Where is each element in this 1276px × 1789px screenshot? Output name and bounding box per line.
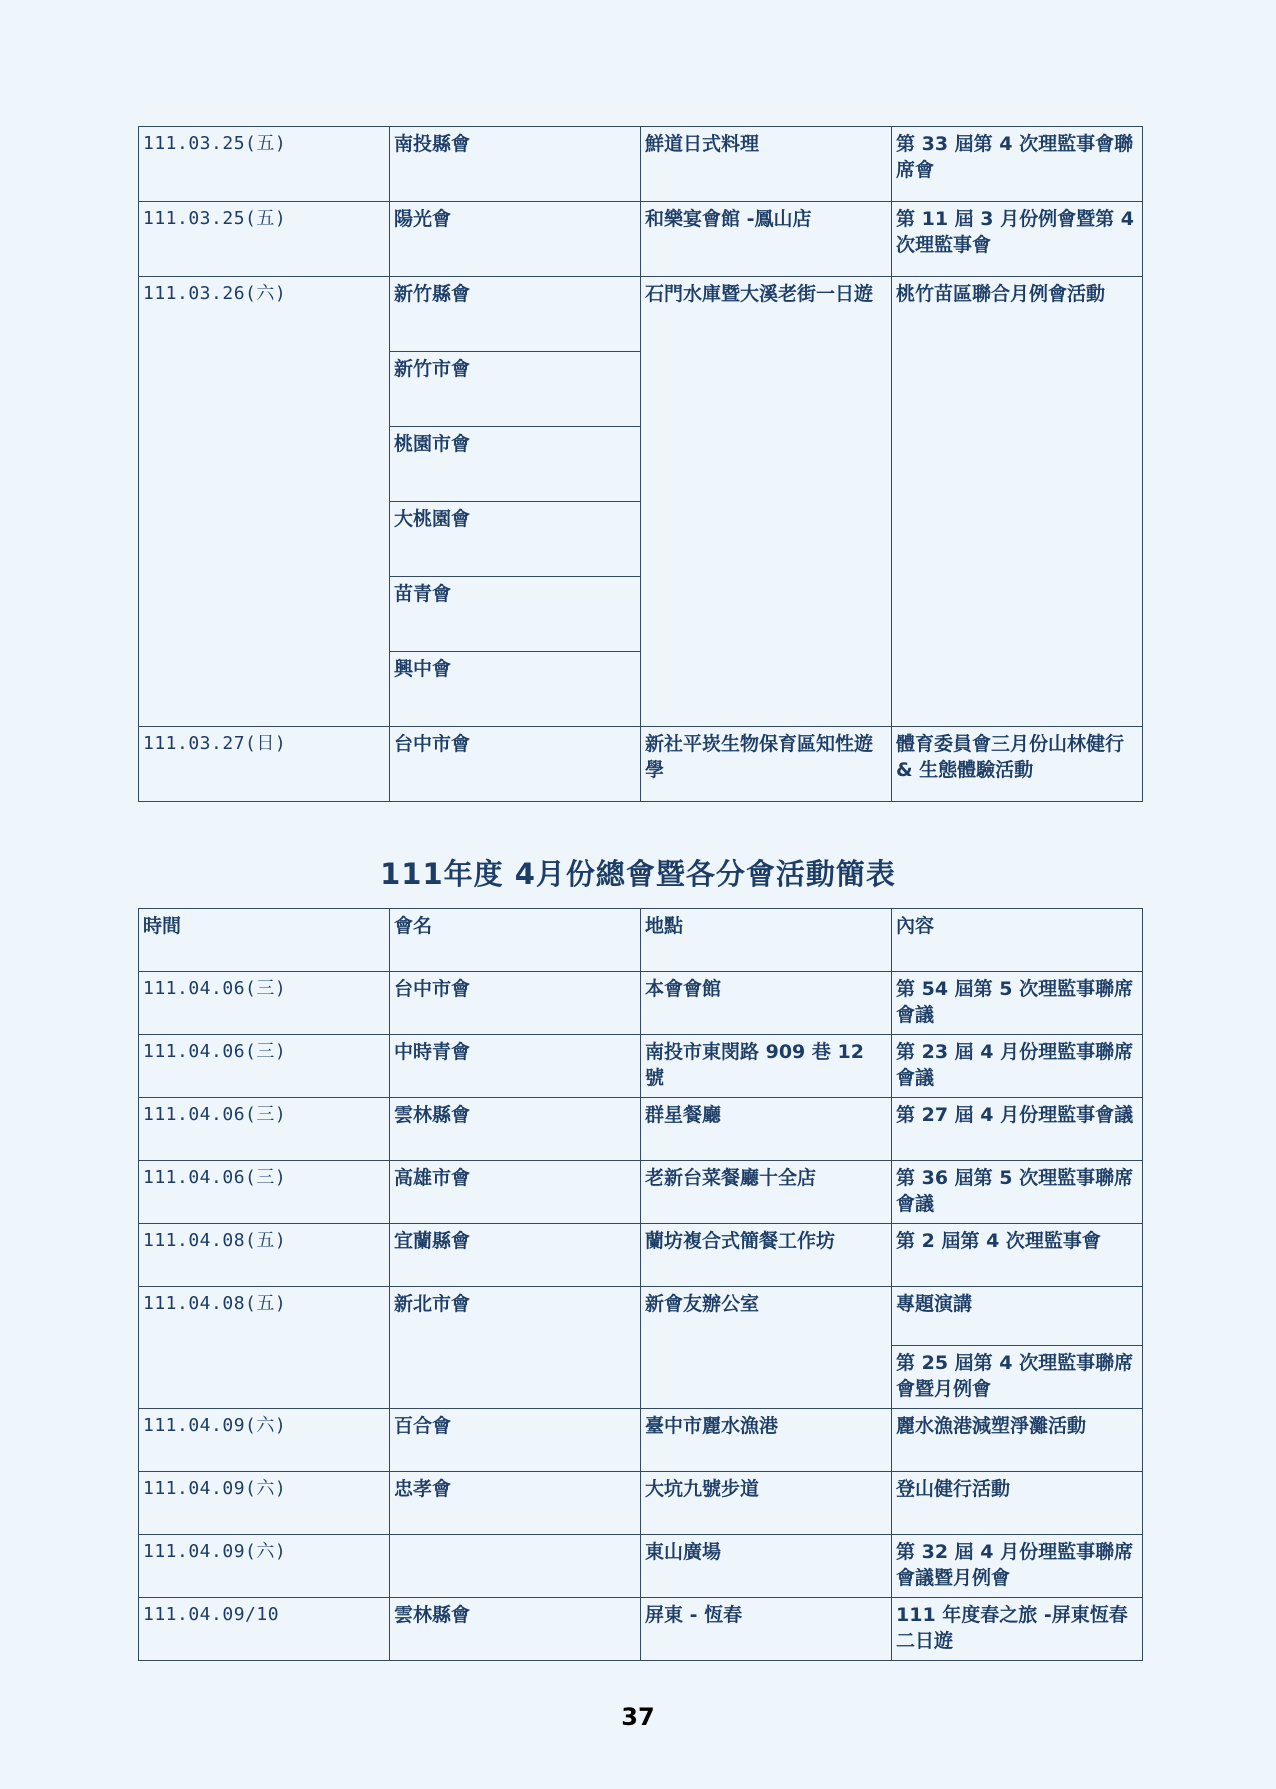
content-cell: 第 36 屆第 5 次理監事聯席會議 (892, 1161, 1143, 1224)
march-activities-table (138, 126, 1143, 802)
place-cell: 本會會館 (641, 972, 892, 1035)
date-cell: 111.03.25(五) (139, 202, 390, 277)
org-cell: 桃園市會 (390, 427, 641, 502)
content-cell: 專題演講 (892, 1287, 1143, 1346)
table-row (139, 1535, 1143, 1598)
org-cell: 百合會 (390, 1409, 641, 1472)
table-row (139, 202, 1143, 277)
place-cell: 東山廣場 (641, 1535, 892, 1598)
org-cell: 新竹縣會 (390, 277, 641, 352)
content-cell: 第 23 屆 4 月份理監事聯席會議 (892, 1035, 1143, 1098)
org-cell: 雲林縣會 (390, 1598, 641, 1661)
date-cell: 111.04.06(三) (139, 972, 390, 1035)
content-cell: 第 27 屆 4 月份理監事會議 (892, 1098, 1143, 1161)
date-cell: 111.04.08(五) (139, 1224, 390, 1287)
date-cell: 111.04.06(三) (139, 1161, 390, 1224)
org-cell: 興中會 (390, 652, 641, 727)
org-cell: 陽光會 (390, 202, 641, 277)
date-cell: 111.04.09(六) (139, 1535, 390, 1598)
place-cell: 新社平崁生物保育區知性遊學 (641, 727, 892, 802)
content-cell: 第 2 屆第 4 次理監事會 (892, 1224, 1143, 1287)
org-cell: 中時青會 (390, 1035, 641, 1098)
content-cell: 體育委員會三月份山林健行& 生態體驗活動 (892, 727, 1143, 802)
header-time: 時間 (139, 909, 390, 972)
table-row (139, 1287, 1143, 1346)
table-row (139, 1598, 1143, 1661)
place-cell: 屏東 - 恆春 (641, 1598, 892, 1661)
org-cell: 台中市會 (390, 727, 641, 802)
table-header-row (139, 909, 1143, 972)
org-cell: 忠孝會 (390, 1472, 641, 1535)
org-cell: 台中市會 (390, 972, 641, 1035)
section-title: 111年度 4月份總會暨各分會活動簡表 (380, 857, 896, 891)
table-row (139, 972, 1143, 1035)
table-row (139, 1098, 1143, 1161)
place-cell: 新會友辦公室 (641, 1287, 892, 1409)
header-place: 地點 (641, 909, 892, 972)
place-cell: 鮮道日式料理 (641, 127, 892, 202)
header-org: 會名 (390, 909, 641, 972)
page-number: 37 (621, 1703, 655, 1731)
date-cell: 111.04.06(三) (139, 1035, 390, 1098)
content-cell: 第 54 屆第 5 次理監事聯席會議 (892, 972, 1143, 1035)
table-row (139, 127, 1143, 202)
table-row (139, 1472, 1143, 1535)
place-cell: 南投市東閔路 909 巷 12 號 (641, 1035, 892, 1098)
table-row (139, 1035, 1143, 1098)
header-content: 內容 (892, 909, 1143, 972)
table-row (139, 727, 1143, 802)
april-activities-table (138, 908, 1143, 1661)
content-cell: 麗水漁港減塑淨灘活動 (892, 1409, 1143, 1472)
content-cell: 桃竹苗區聯合月例會活動 (892, 277, 1143, 727)
org-cell: 苗青會 (390, 577, 641, 652)
org-cell: 新竹市會 (390, 352, 641, 427)
org-cell: 高雄市會 (390, 1161, 641, 1224)
content-cell: 第 25 屆第 4 次理監事聯席會暨月例會 (892, 1346, 1143, 1409)
org-cell: 大桃園會 (390, 502, 641, 577)
date-cell: 111.04.09(六) (139, 1472, 390, 1535)
place-cell: 臺中市麗水漁港 (641, 1409, 892, 1472)
date-cell: 111.04.09/10 (139, 1598, 390, 1661)
table-row (139, 1224, 1143, 1287)
date-cell: 111.03.26(六) (139, 277, 390, 727)
table-row (139, 277, 1143, 352)
date-cell: 111.04.08(五) (139, 1287, 390, 1409)
table-row (139, 1409, 1143, 1472)
content-cell: 111 年度春之旅 -屏東恆春二日遊 (892, 1598, 1143, 1661)
place-cell: 和樂宴會館 -鳳山店 (641, 202, 892, 277)
org-cell: 南投縣會 (390, 127, 641, 202)
content-cell: 登山健行活動 (892, 1472, 1143, 1535)
date-cell: 111.04.06(三) (139, 1098, 390, 1161)
date-cell: 111.04.09(六) (139, 1409, 390, 1472)
content-cell: 第 32 屆 4 月份理監事聯席會議暨月例會 (892, 1535, 1143, 1598)
content-cell: 第 11 屆 3 月份例會暨第 4 次理監事會 (892, 202, 1143, 277)
place-cell: 群星餐廳 (641, 1098, 892, 1161)
place-cell: 石門水庫暨大溪老街一日遊 (641, 277, 892, 727)
content-cell: 第 33 屆第 4 次理監事會聯席會 (892, 127, 1143, 202)
org-cell: 雲林縣會 (390, 1098, 641, 1161)
org-cell: 宜蘭縣會 (390, 1224, 641, 1287)
date-cell: 111.03.27(日) (139, 727, 390, 802)
org-cell (390, 1535, 641, 1598)
place-cell: 老新台菜餐廳十全店 (641, 1161, 892, 1224)
table-row (139, 1161, 1143, 1224)
place-cell: 蘭坊複合式簡餐工作坊 (641, 1224, 892, 1287)
org-cell: 新北市會 (390, 1287, 641, 1409)
place-cell: 大坑九號步道 (641, 1472, 892, 1535)
date-cell: 111.03.25(五) (139, 127, 390, 202)
